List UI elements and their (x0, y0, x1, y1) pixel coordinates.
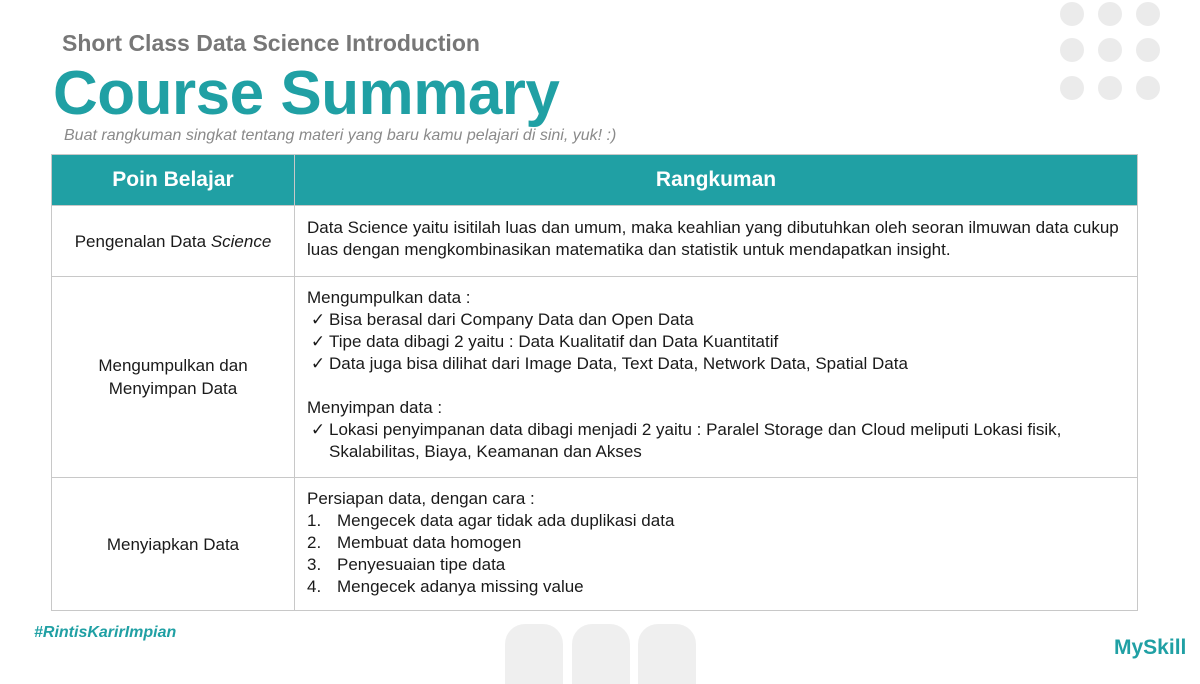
list-item (307, 331, 1125, 353)
check-icon: ✓ (310, 420, 326, 439)
list-item (307, 353, 1125, 375)
row-topic: Menyiapkan Data (52, 478, 295, 611)
row-topic-italic: Science (210, 231, 272, 251)
row-summary (295, 206, 1138, 277)
list-number: 4. (307, 577, 322, 596)
list-item-text: Membuat data homogen (337, 533, 522, 552)
list-item (307, 532, 1125, 554)
section-title: Persiapan data, dengan cara : (307, 489, 535, 508)
summary-paragraph: Data Science yaitu isitilah luas dan umum, maka keahlian yang dibutuhkan oleh seoran ilmuwan data cukup luas dengan mengkombinasikan matematika dan statistik untuk mendapatkan insight. (307, 218, 1119, 259)
decorative-tab-shape (638, 624, 696, 684)
list-item-text: Data juga bisa dilihat dari Image Data, Text Data, Network Data, Spatial Data (329, 354, 908, 373)
slide-caption: Buat rangkuman singkat tentang materi yang baru kamu pelajari di sini, yuk! :) (64, 127, 617, 144)
list-item-text: Tipe data dibagi 2 yaitu : Data Kualitatif dan Data Kuantitatif (329, 332, 779, 351)
header-rangkuman: Rangkuman (295, 155, 1138, 206)
table-header-row (52, 155, 1138, 206)
list-item (307, 419, 1125, 463)
list-item (307, 554, 1125, 576)
list-item (307, 510, 1125, 532)
table-row (52, 478, 1138, 611)
summary-table (51, 154, 1138, 611)
decorative-tab-shape (572, 624, 630, 684)
list-item-text: Penyesuaian tipe data (337, 555, 506, 574)
check-icon: ✓ (310, 354, 326, 373)
slide-subtitle: Short Class Data Science Introduction (62, 30, 480, 56)
decorative-tab-shape (505, 624, 563, 684)
list-item-text: Mengecek data agar tidak ada duplikasi data (337, 511, 675, 530)
header-poin-belajar: Poin Belajar (52, 155, 295, 206)
list-item-text: Bisa berasal dari Company Data dan Open Data (329, 310, 694, 329)
table-row (52, 206, 1138, 277)
list-item-text: Mengecek adanya missing value (337, 577, 584, 596)
row-topic: Mengumpulkan dan Menyimpan Data (52, 277, 295, 478)
row-topic-text: Pengenalan Data (74, 231, 211, 251)
list-item-text: Lokasi penyimpanan data dibagi menjadi 2 yaitu : Paralel Storage dan Cloud meliputi Lokasi fisik, Skalabilitas, Biaya, Keamanan dan Akses (329, 420, 1062, 461)
list-number: 1. (307, 511, 322, 530)
check-icon: ✓ (310, 310, 326, 329)
section-title: Menyimpan data : (307, 398, 443, 417)
row-summary (295, 277, 1138, 478)
row-summary (295, 478, 1138, 611)
row-topic (52, 206, 295, 277)
list-number: 3. (307, 555, 322, 574)
section-title: Mengumpulkan data : (307, 288, 471, 307)
spacer (307, 375, 1125, 397)
list-item (307, 576, 1125, 598)
table-row (52, 277, 1138, 478)
brand-logo: MySkill (1114, 636, 1187, 659)
list-item (307, 309, 1125, 331)
list-number: 2. (307, 533, 322, 552)
footer-hashtag: #RintisKarirImpian (34, 624, 177, 641)
check-icon: ✓ (310, 332, 326, 351)
slide-title: Course Summary (53, 59, 560, 128)
decorative-dot-grid (1080, 0, 1200, 110)
